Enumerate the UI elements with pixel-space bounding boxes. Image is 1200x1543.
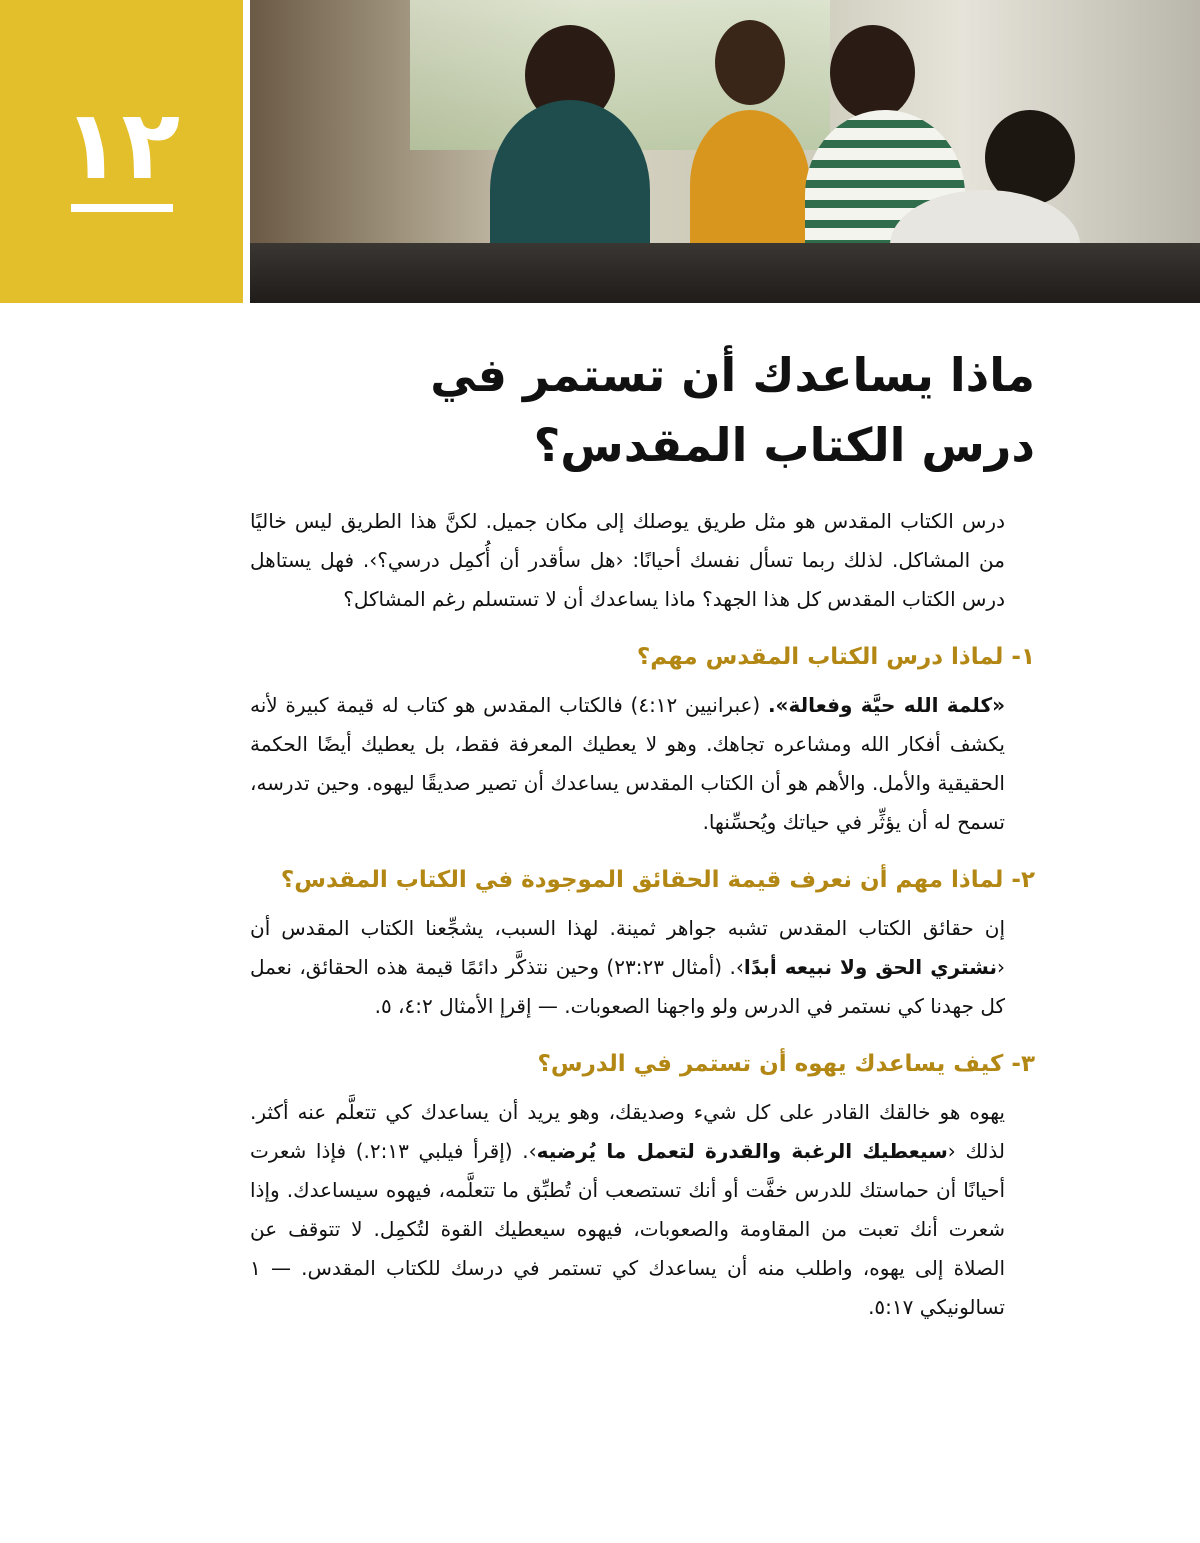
title-line: درس الكتاب المقدس؟ bbox=[533, 418, 1035, 472]
chapter-underline bbox=[71, 204, 173, 212]
scripture-quote: سيعطيك الرغبة والقدرة لتعمل ما يُرضيه bbox=[536, 1139, 948, 1163]
page-title bbox=[335, 340, 1035, 480]
paragraph-text: ›. (أمثال ٢٣:٢٣) وحين نتذكَّر دائمًا قيمة هذه الحقائق، نعمل كل جهدنا كي نستمر في الدرس ولو واجهنا الصعوبات. — إقرإ الأمثال ٤:٢، ٥. bbox=[250, 955, 1005, 1018]
paragraph-text: (عبرانيين ٤:١٢) فالكتاب المقدس هو كتاب له قيمة كبيرة لأنه يكشف أفكار الله ومشاعره تجاهك. وهو لا يعطيك المعرفة فقط، بل يعطيك أيضًا الحكمة الحقيقية والأمل. والأهم هو أن الكتاب المقدس يساعدك أن تصير صديقًا ليهوه. وحين تدرسه، تسمح له أن يؤثِّر في حياتك ويُحسِّنها. bbox=[250, 693, 1005, 834]
section-paragraph-3 bbox=[250, 1093, 1005, 1327]
scripture-quote: نشتري الحق ولا نبيعه أبدًا bbox=[743, 955, 997, 979]
paragraph-text: إن حقائق الكتاب المقدس تشبه جواهر ثمينة. لهذا السبب، يشجِّعنا الكتاب المقدس أن ‹ bbox=[250, 916, 1005, 979]
scripture-quote: «كلمة الله حيَّة وفعالة». bbox=[767, 693, 1005, 717]
photo-person bbox=[690, 110, 810, 260]
section-heading-2: ٢- لماذا مهم أن نعرف قيمة الحقائق الموجودة في الكتاب المقدس؟ bbox=[280, 867, 1035, 893]
photo-table bbox=[250, 243, 1200, 303]
photo-person bbox=[830, 25, 915, 120]
article-body bbox=[250, 502, 1035, 1346]
paragraph-text: يهوه هو خالقك القادر على كل شيء وصديقك، وهو يريد أن يساعدك كي تتعلَّم عنه أكثر. لذلك ‹ bbox=[250, 1100, 1005, 1163]
section-heading-1: ١- لماذا درس الكتاب المقدس مهم؟ bbox=[636, 644, 1035, 670]
chapter-number-block bbox=[0, 0, 243, 303]
intro-paragraph: درس الكتاب المقدس هو مثل طريق يوصلك إلى مكان جميل. لكنَّ هذا الطريق ليس خاليًا من المشاكل. لذلك ربما تسأل نفسك أحيانًا: ‹هل سأقدر أن أُكمِل درسي؟›. فهل يستاهل درس الكتاب المقدس كل هذا الجهد؟ ماذا يساعدك أن لا تستسلم رغم المشاكل؟ bbox=[250, 509, 1005, 611]
section-paragraph-2 bbox=[250, 909, 1005, 1026]
chapter-number: ١٢ bbox=[62, 89, 181, 201]
paragraph-text: ›. (إقرأ فيلبي ٢:١٣.) فإذا شعرت أحيانًا أن حماستك للدرس خفَّت أو أنك تستصعب أن تُطبِّق ما تتعلَّمه، فيهوه سيساعدك. وإذا شعرت أنك تعبت من المقاومة والصعوبات، فيهوه سيعطيك القوة لتُكمِل. لا تتوقف عن الصلاة إلى يهوه، واطلب منه أن يساعدك كي تستمر في درسك للكتاب المقدس. — ١ تسالونيكي ٥:١٧. bbox=[250, 1139, 1005, 1319]
hero-photo-family-bible-study bbox=[250, 0, 1200, 303]
photo-person bbox=[715, 20, 785, 105]
section-heading-3: ٣- كيف يساعدك يهوه أن تستمر في الدرس؟ bbox=[537, 1051, 1035, 1077]
section-paragraph-1 bbox=[250, 686, 1005, 842]
title-line: ماذا يساعدك أن تستمر في bbox=[430, 348, 1035, 402]
